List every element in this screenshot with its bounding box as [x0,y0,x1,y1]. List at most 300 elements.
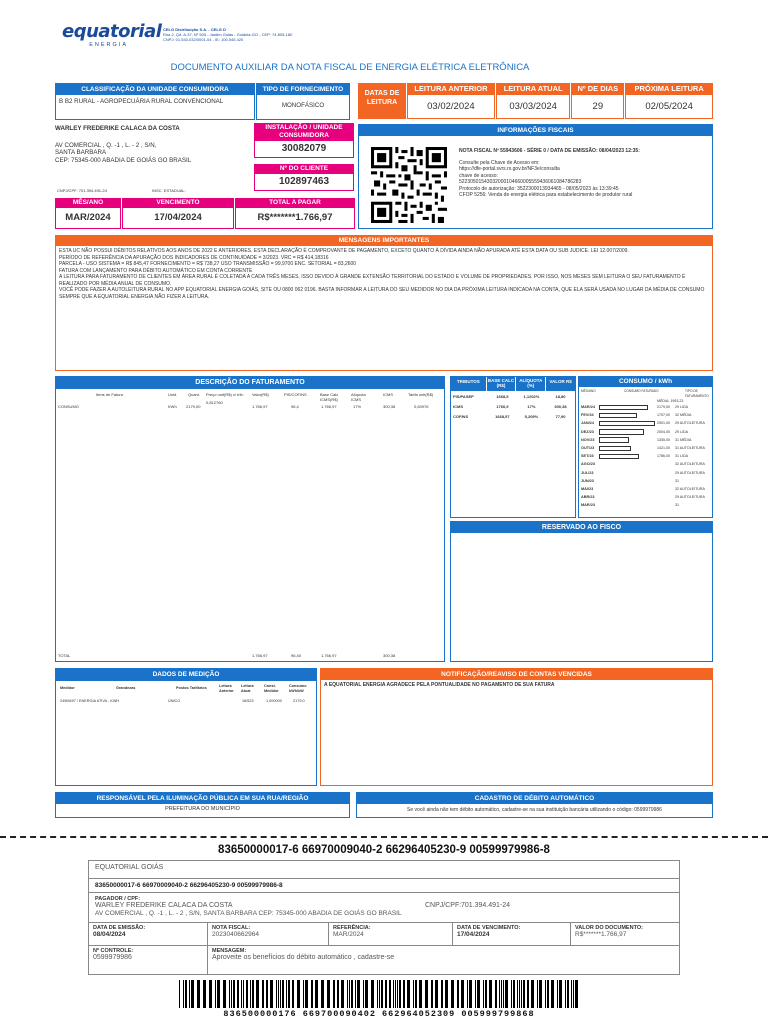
consumption-type-label: 31 [675,478,679,483]
barcode-bar [531,980,534,1008]
barcode-bar [209,980,212,1008]
barcode-bar [357,980,360,1008]
fiscal-text [459,148,709,199]
company-logo [62,21,162,52]
messages-label: MENSAGENS IMPORTANTES [56,236,712,246]
barcode-bar [575,980,578,1008]
barcode-bar [567,980,569,1008]
barcode-bar [278,980,279,1008]
cell-price: 0,812760 [206,400,223,405]
barcode [177,980,581,1008]
barcode-bar [393,980,394,1008]
tax-row [451,391,575,401]
consumption-month-label: AGO/23 [581,462,595,467]
barcode-bar [573,980,574,1008]
reading-days [571,83,625,119]
barcode-bar [469,980,472,1008]
cell-base: 1.766,97 [321,404,337,409]
consumption-type-label: 31 LIDA [675,454,688,459]
barcode-bar [250,980,251,1008]
barcode-bar [305,980,308,1008]
autodebit-text: Se você ainda não tem débito automático, cadastre-se na sua instituição bancária utilizando o código: 0599979986 [407,807,662,813]
barcode-bar [246,980,248,1008]
barcode-bar [385,980,387,1008]
invoice-headers [56,392,444,404]
barcode-digits: 836500000176 669700090402 662964052309 005999799868 [223,1009,535,1019]
invoice-box [55,376,445,662]
billing-due [122,198,234,229]
classification-value: B B2 RURAL - AGROPECUÁRIA RURAL CONVENCIONAL [59,98,224,105]
barcode-bar [419,980,422,1008]
barcode-bar [381,980,383,1008]
consumption-month-label: JUL/23 [581,470,594,475]
reading-days-value: 29 [571,95,624,119]
tax-base: 1668,5 [496,394,509,399]
barcode-bar [501,980,502,1008]
col-value: Valor(R$) [252,392,269,397]
barcode-bar [523,980,525,1008]
message-line: PARCELA - USO SISTEMA = R$ 845,47 FORNECIMENTO = R$ 738,27 USO TRANSMISSÃO = 99,9700 ENC. SETORIAL = 83,2600 [59,261,357,267]
consumption-month-label: FEV/24 [581,413,594,418]
consumption-month-label: ABR/23 [581,495,595,500]
message-line: ESTA UC NÃO POSSUI DÉBITOS RELATIVOS AOS ANOS DE 2022 E ANTERIORES. ESTA DECLARAÇÃO É COMPROVANTE DE PAGAMENTO, EXCETO QUANTO À DÍVIDA AINDA NÃO APURADA ATÉ ESTA DATA OU SUB JUDICE. LEI 12.007/2009. [59,248,629,254]
barcode-bar [557,980,558,1008]
installation-label: INSTALAÇÃO / UNIDADE CONSUMIDORA [254,123,354,141]
tax-rate: 5,209% [524,414,539,419]
customer-block [55,125,250,197]
consumption-value-label: 1421,00 [657,446,670,450]
barcode-bar [292,980,294,1008]
message-line: FATURA COM LANÇAMENTO PARA DÉBITO AUTOMÁTICO EM CONTA CORRENTE [59,267,253,274]
barcode-bar [347,980,348,1008]
tax-rate: 1,1202% [523,394,540,399]
barcode-bar [286,980,287,1008]
customer-address-1: AV COMERCIAL , Q. -1 , L. - 2 , S/N, [55,141,157,149]
billing-month [55,198,121,229]
barcode-bar [457,980,459,1008]
consumption-type-label: 32 AUTOLEITURA [675,462,705,467]
reading-prev-label: LEITURA ANTERIOR [407,83,495,95]
tax-header: TRIBUTOS [456,379,480,384]
supply-value: MONOFÁSICO [281,102,325,109]
barcode-bar [495,980,497,1008]
consumption-value-label: 2501,00 [657,421,670,426]
due-label: DATA DE VENCIMENTO: [457,925,521,931]
barcode-bar [559,980,562,1008]
message-label: MENSAGEM: [212,948,247,954]
barcode-bar [485,980,487,1008]
due-value: 17/04/2024 [457,931,490,938]
barcode-bar [288,980,290,1008]
barcode-line: 83650000017-6 66970009040-2 66296405230-9 00599979986-8 [218,844,550,856]
notification-box [320,668,713,786]
control-label: Nº CONTROLE: [93,948,134,954]
fiscal-line-5: 52230501543032000104660005559436061084786283 [459,179,582,185]
barcode-bar [252,980,254,1008]
consumption-type-label: 31 MÉDIA [675,437,692,442]
barcode-bar [337,980,339,1008]
barcode-bar [475,980,476,1008]
col-rate: Alíquota ICMS [351,392,366,402]
barcode-bar [191,980,194,1008]
reading-next-label: PRÓXIMA LEITURA [625,83,713,95]
total-label: TOTAL [58,653,71,658]
barcode-bar [517,980,518,1008]
barcode-bar [280,980,281,1008]
consumption-type-label: 31 AUTOLEITURA [675,446,705,450]
reading-next-value: 02/05/2024 [625,95,713,119]
consumption-type-label: 32 AUTOLEITURA [675,487,705,491]
autodebit-box [356,792,713,818]
customer-cnpj: CNPJ/CPF: 701.394.491-24 [57,188,107,193]
barcode-bar [511,980,512,1008]
taxes-box [450,376,576,518]
reading-next [625,83,713,119]
fiscal-box [358,124,713,229]
barcode-bar [445,980,448,1008]
fiscal-line-1: NOTA FISCAL Nº 55943606 - SÉRIE 0 / DATA DE EMISSÃO: 08/04/2023 12:35: [459,148,640,154]
barcode-bar [303,980,304,1008]
measure-col: Postos Tarifários [176,686,207,690]
barcode-bar [203,980,206,1008]
consumption-label: CONSUMO / kWh [579,377,712,387]
consumption-value-label: 2004,00 [657,429,670,434]
payment-slip [88,860,680,975]
consumption-bar [599,437,629,443]
supply-label: TIPO DE FORNECIMENTO [257,84,349,95]
invoice-total-row [56,653,444,661]
barcode-bar [276,980,277,1008]
reading-prev-value: 03/02/2024 [407,95,495,119]
tax-base: 1766,9 [496,404,509,409]
reading-current-label: LEITURA ATUAL [496,83,571,95]
billing-due-label: VENCIMENTO [122,198,234,208]
barcode-bar [441,980,443,1008]
messages-text [56,246,712,302]
consumption-month-label: JUN/23 [581,478,594,483]
consumption-month-label: JAN/24 [581,421,594,426]
tax-row [451,401,575,411]
slip-payer [89,893,679,923]
payer-cpf: 701.394.491-24 [461,902,511,909]
total-value: 1.766,97 [252,653,268,658]
barcode-bar [477,980,480,1008]
consumption-value-label: 1707,00 [657,413,670,418]
customer-address-2: SANTA BARBARA [55,149,107,156]
customer-ie: INSC. ESTADUAL: [152,188,186,193]
barcode-bar [266,980,268,1008]
billing-box [55,198,355,229]
barcode-bar [223,980,226,1008]
barcode-bar [270,980,273,1008]
measure-col: Grandezas [116,686,136,690]
consumption-type-label: 29 AUTOLEITURA [675,470,705,475]
barcode-bar [197,980,200,1008]
total-base: 1.766,97 [321,653,337,658]
measure-cell: 16/523 [242,699,254,703]
ref-label: REFERÊNCIA: [333,925,371,931]
barcode-bar [489,980,492,1008]
client-value: 102897463 [254,174,354,191]
barcode-bar [571,980,572,1008]
consumption-bar [599,454,639,460]
cell-unit: KWh [168,404,177,409]
barcode-bar [243,980,244,1008]
fiscal-line-7: CFOP 5256: Venda de energia elétrica para estabelecimento de produtor rural [459,192,633,198]
supply-box [256,83,350,120]
message-line: VOCÊ PODE FAZER A AUTOLEITURA RURAL NO APP EQUATORIAL ENERGIA GOIÁS, SITE OU 0800 062 0196. BASTA INFORMAR A LEITURA DO SEU MEDIDOR NO DIA DA PRÓXIMA LEITURA INDICADA NA CONTA, QUE ELA SERÁ USADA NO LUGAR DA MÉDIA DE CONSUMO SEMPRE QUE A EQUATORIAL ENERGIA NÃO FIZER A LEITURA. [59,287,705,300]
reading-prev [407,83,496,119]
col-tariff: Tarifa unit(R$) [408,392,434,397]
consumption-type-label: 32 MÉDIA [675,413,692,418]
barcode-bar [545,980,546,1008]
consumption-box [578,376,713,518]
logo-sub: ENERGIA [89,42,128,48]
barcode-bar [363,980,364,1008]
control-value: 0599979986 [93,954,132,961]
total-icms: 300,38 [383,653,396,658]
invoice-label: DESCRIÇÃO DO FATURAMENTO [56,377,444,389]
slip-company: EQUATORIAL GOIÁS [89,861,679,879]
cell-value: 1.766,97 [252,404,268,409]
barcode-bar [237,980,239,1008]
message-line: A LEITURA PARA FATURAMENTO DE CLIENTES EM ÁREA RURAL É COLETADA A CADA TRÊS MESES, ISSO DEVIDO À GRANDE EXTENSÃO TERRITORIAL DO ESTADO E VOLUME DE PROPRIEDADES. POR ISSO, NOS MESES SEM LEITURA O SEU FATURAMENTO É REALIZADO POR MÉDIA ANUAL DE CONSUMO. [59,274,686,287]
col-qty: Quant. [188,392,201,397]
barcode-bar [315,980,318,1008]
company-ids: CNPJ: 01.543.032/0001-04 - IE: 100.545.420 [163,37,244,42]
notification-label: NOTIFICAÇÃO/REAVISO DE CONTAS VENCIDAS [321,669,712,680]
consumption-type-label: 29 AUTOLEITURA [675,421,705,426]
consumption-bar [599,421,655,427]
barcode-bar [551,980,554,1008]
barcode-bar [513,980,515,1008]
tax-name: ICMS [453,404,463,409]
payer-label: PAGADOR / CPF: [95,896,141,902]
billing-total-value: R$*******1.766,97 [235,208,355,229]
reserved-box [450,521,713,662]
consumption-value-label: 1355,00 [657,437,670,442]
barcode-bar [389,980,391,1008]
emission-label: DATA DE EMISSÃO: [93,925,146,931]
lighting-value: PREFEITURA DO MUNICÍPIO [165,806,240,812]
tax-row [451,411,575,421]
consumption-type-label: 29 LIDA [675,429,688,434]
tax-header: ALÍQUOTA (%) [515,377,545,391]
payer-cpf-label: CNPJ/CPF: [425,902,462,909]
barcode-bar [327,980,330,1008]
barcode-bar [179,980,180,1008]
barcode-bar [365,980,368,1008]
consumption-month-label: NOV/23 [581,437,595,442]
measure-cell: 1,000000 [266,699,282,703]
measure-cell: 2179,0 [293,699,305,703]
barcode-bar [341,980,344,1008]
col-items: Itens de Fatura [96,392,123,397]
barcode-bar [189,980,190,1008]
notification-text: A EQUATORIAL ENERGIA AGRADECE PELA PONTUALIDADE NO PAGAMENTO DE SUA FATURA [324,682,555,688]
barcode-bar [349,980,350,1008]
barcode-bar [399,980,401,1008]
barcode-bar [539,980,542,1008]
company-name: CELG Distribuição S.A. - CELG D [163,27,226,32]
installation-box [254,123,354,159]
barcode-bar [333,980,335,1008]
client-box [254,164,354,192]
tax-value: 300,38 [554,404,567,409]
barcode-bar [215,980,216,1008]
emission-value: 08/04/2024 [93,931,126,938]
consumption-value-label: 1786,00 [657,454,670,459]
col-unit: Unid. [168,392,178,397]
customer-name: WARLEY FREDERIKE CALACA DA COSTA [55,125,180,132]
barcode-bar [231,980,232,1008]
barcode-bar [379,980,380,1008]
lighting-box [55,792,350,818]
slip-footer [89,946,679,974]
col-pis: PIS/COFINS [284,392,307,397]
reading-current [496,83,572,119]
barcode-bar [467,980,468,1008]
barcode-bar [461,980,464,1008]
barcode-bar [321,980,324,1008]
message-line: PERÍODO DE REFERÊNCIA DA APURAÇÃO DOS INDICADORES DE CONTINUIDADE = 3/2023. VRC = R$ 414,18316 [59,254,329,261]
barcode-bar [505,980,508,1008]
tax-header: VALOR R$ [545,377,575,391]
payer-address: AV COMERCIAL , Q. -1 , L. - 2 , S/N, SANTA BARBARA CEP: 75345-000 ABADIA DE GOIÁS GO BRASIL [95,910,402,917]
nf-label: NOTA FISCAL: [212,925,251,931]
consumption-month-label: MAI/23 [581,487,594,491]
cell-icms: 300,38 [383,404,396,409]
reading-current-value: 03/03/2024 [496,95,571,119]
consumption-bar [599,446,631,452]
tax-value: 77,90 [555,414,566,419]
tax-name: PIS/PASEP [453,394,474,399]
barcode-bar [407,980,410,1008]
barcode-bar [355,980,356,1008]
consumption-month-label: OUT/23 [581,446,595,450]
consumption-month-label: MAR/24 [581,405,595,409]
tax-header: BASE CALC (R$) [486,377,516,391]
fiscal-line-4: chave de acesso: [459,172,498,179]
classification-label: CLASSIFICAÇÃO DA UNIDADE CONSUMIDORA [56,84,254,95]
ref-value: MAR/2024 [333,931,364,938]
consumption-month-label: DEZ/23 [581,429,594,434]
lighting-label: RESPONSÁVEL PELA ILUMINAÇÃO PÚBLICA EM SUA RUA/REGIÃO [56,793,349,804]
col-price: Preço unit(R$) c/ trib. [206,392,244,397]
consumption-average-label: MÉDIA: 1993,23 [657,399,684,403]
consumption-bar [599,413,637,419]
qr-code [371,147,447,223]
cell-rate: 17% [353,404,362,409]
company-info [163,27,383,42]
fiscal-line-2: Consulte pela Chave de Acesso em: [459,159,540,166]
measure-col: Const. Medidor [264,684,279,693]
invoice-row [56,400,444,412]
slip-barcode-line: 83650000017-6 66970009040-2 66296405230-9 00599979986-8 [89,879,679,893]
readings-label: DATAS DE LEITURA [358,83,406,119]
barcode-bar [233,980,235,1008]
barcode-bar [395,980,396,1008]
barcode-bar [256,980,259,1008]
barcode-bar [451,980,454,1008]
barcode-bar [483,980,484,1008]
message-value: Aproveite os benefícios do débito automático , cadastre-se [212,954,395,961]
billing-due-value: 17/04/2024 [122,208,234,229]
barcode-bar [403,980,405,1008]
fiscal-line-6: Protocolo de autorização: 3522300013934465 - 08/05/2023 às 13:39:45 [459,185,619,192]
consumption-col-month: MÊS/ANO [581,389,596,393]
consumption-type-label: 29 AUTOLEITURA [675,495,705,500]
consumption-month-label: MAR/23 [581,503,595,508]
barcode-bar [519,980,520,1008]
consumption-type-label: 31 [675,503,679,508]
measure-cell: 249M497 / ENERGIA ATIVA - KWH [60,699,120,703]
consumption-value-label: 2179,00 [657,405,670,409]
barcode-bar [499,980,500,1008]
consumption-bar [599,405,648,411]
cell-item: CONSUMO [58,404,79,409]
barcode-bar [435,980,438,1008]
consumption-bar [599,429,644,435]
col-icms: ICMS [383,392,393,397]
measure-col: Leitura Anterior [219,684,234,693]
barcode-bar [297,980,300,1008]
company-address: Rua 2, Qd. A-37, Nº 505 - Jardim Goiás - Goiânia-GO - CEP: 74.805-180 [163,32,293,37]
classification-box [55,83,255,120]
tax-name: COFINS [453,414,469,419]
measurement-box [55,668,317,786]
barcode-bar [217,980,220,1008]
billing-month-value: MAR/2024 [55,208,121,229]
readings-box [358,83,713,119]
barcode-bar [185,980,187,1008]
fiscal-label: INFORMAÇÕES FISCAIS [359,125,712,136]
measure-col: Consumo kWh/kW [289,684,307,693]
barcode-bar [503,980,504,1008]
page-title: DOCUMENTO AUXILIAR DA NOTA FISCAL DE ENERGIA ELÉTRICA ELETRÔNICA [170,62,530,73]
measurement-label: DADOS DE MEDIÇÃO [56,669,316,681]
consumption-col-value: CONSUMO FATURADO [624,389,659,393]
consumption-month-label: SET/23 [581,454,594,459]
nf-value: 2023040662964 [212,931,259,938]
tax-rate: 17% [527,404,536,409]
measure-cell: ÚNICO [168,699,181,703]
reserved-label: RESERVADO AO FISCO [451,522,712,533]
logo-text: equatorial [62,21,162,42]
barcode-bar [377,980,378,1008]
barcode-bar [431,980,433,1008]
barcode-bar [311,980,313,1008]
barcode-bar [521,980,522,1008]
barcode-bar [415,980,417,1008]
barcode-bar [262,980,264,1008]
tax-value: 18,80 [555,394,566,399]
messages-box [55,235,713,371]
doc-value-label: VALOR DO DOCUMENTO: [575,925,643,931]
barcode-bar [425,980,428,1008]
slip-details [89,923,679,946]
fiscal-line-3[interactable]: https://dfe-portal.svrs.rs.gov.br/NF3e/consulta [459,166,560,172]
barcode-bar [537,980,538,1008]
barcode-bar [413,980,414,1008]
barcode-bar [371,980,374,1008]
installation-value: 30082079 [254,141,354,158]
payer-name: WARLEY FREDERIKE CALACA DA COSTA [95,902,233,909]
doc-value: R$*******1.766,97 [575,931,627,938]
consumption-chart [579,399,712,516]
barcode-bar [547,980,549,1008]
cell-tariff: 0,63976 [414,404,429,409]
